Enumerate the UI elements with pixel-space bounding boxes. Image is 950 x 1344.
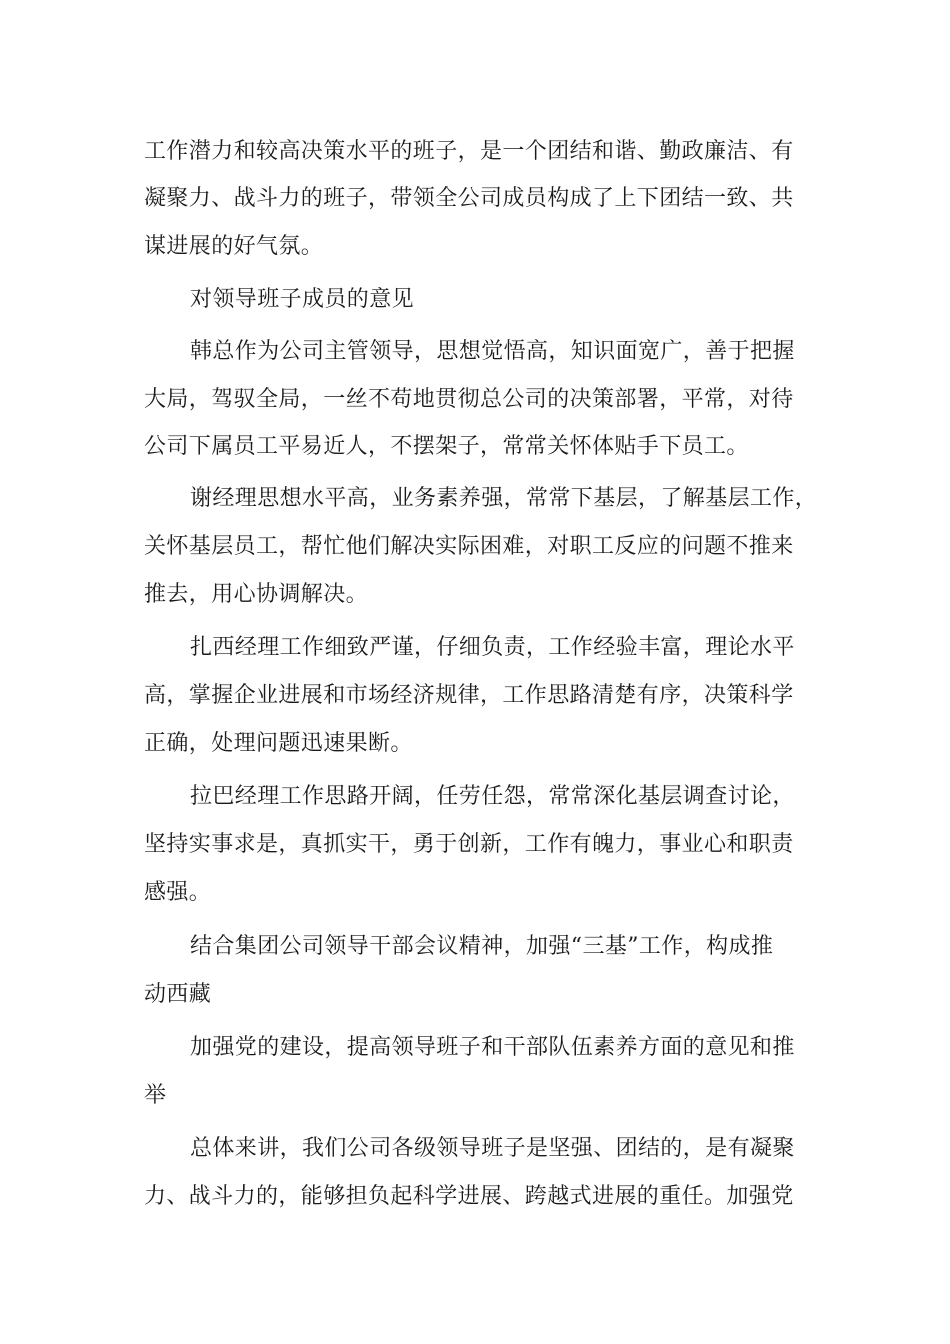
paragraph-line: 谢经理思想水平高，业务素养强，常常下基层，了解基层工作， <box>190 486 818 511</box>
paragraph-line: 坚持实事求是，真抓实干，勇于创新，工作有魄力，事业心和职责 <box>144 832 794 857</box>
paragraph-line: 扎西经理工作细致严谨，仔细负责，工作经验丰富，理论水平 <box>190 635 795 660</box>
paragraph-line: 韩总作为公司主管领导，思想觉悟高，知识面宽广，善于把握 <box>190 339 795 364</box>
paragraph-line: 关怀基层员工，帮忙他们解决实际困难，对职工反应的问题不推来 <box>144 534 794 559</box>
paragraph-line: 结合集团公司领导干部会议精神，加强“三基”工作，构成推 <box>190 934 774 959</box>
paragraph-line: 推去，用心协调解决。 <box>144 582 369 607</box>
paragraph-line: 力、战斗力的，能够担负起科学进展、跨越式进展的重任。加强党 <box>144 1184 794 1209</box>
paragraph-line: 动西藏 <box>144 982 212 1007</box>
paragraph-line: 感强。 <box>144 880 212 905</box>
paragraph-line: 大局，驾驭全局，一丝不苟地贯彻总公司的决策部署，平常，对待 <box>144 387 794 412</box>
paragraph-line: 谋进展的好气氛。 <box>144 234 324 259</box>
paragraph-line: 拉巴经理工作思路开阔，任劳任怨，常常深化基层调查讨论， <box>190 784 795 809</box>
paragraph-line: 高，掌握企业进展和市场经济规律，工作思路清楚有序，决策科学 <box>144 683 794 708</box>
paragraph-line: 加强党的建设，提高领导班子和干部队伍素养方面的意见和推 <box>190 1035 795 1060</box>
paragraph-line: 总体来讲，我们公司各级领导班子是坚强、团结的，是有凝聚 <box>190 1136 795 1161</box>
paragraph-line: 公司下属员工平易近人，不摆架子，常常关怀体贴手下员工。 <box>144 434 749 459</box>
section-heading: 对领导班子成员的意见 <box>190 287 415 312</box>
paragraph-line: 凝聚力、战斗力的班子，带领全公司成员构成了上下团结一致、共 <box>144 186 794 211</box>
paragraph-line: 工作潜力和较高决策水平的班子，是一个团结和谐、勤政廉洁、有 <box>144 139 794 164</box>
paragraph-line: 正确，处理问题迅速果断。 <box>144 731 413 756</box>
paragraph-line: 举 <box>144 1083 167 1108</box>
